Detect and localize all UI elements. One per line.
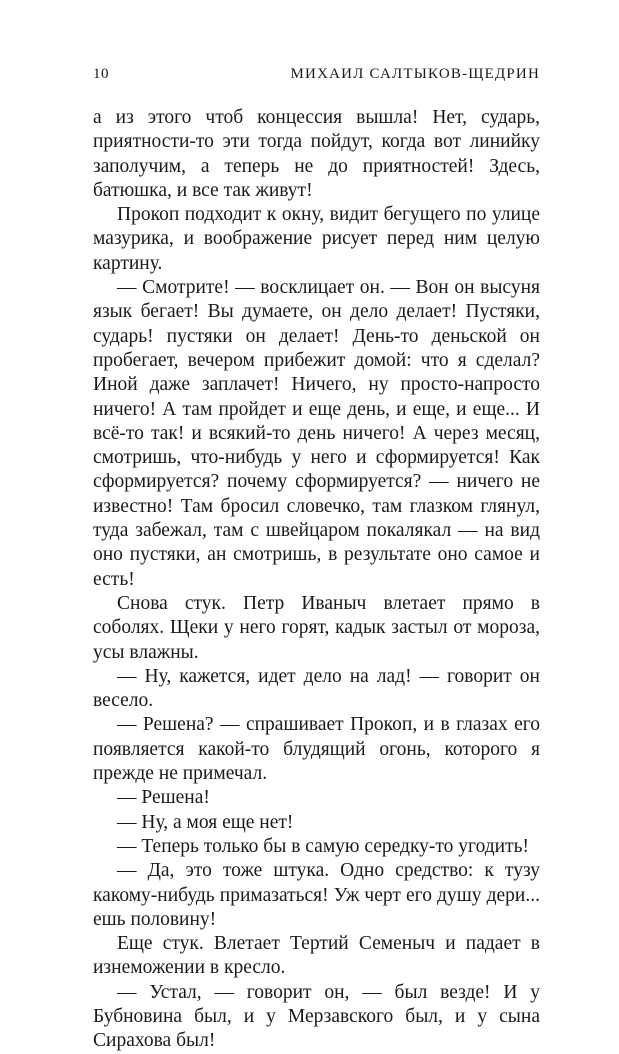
- running-head: [93, 66, 540, 88]
- paragraph: — Ну, а моя еще нет!: [117, 811, 294, 833]
- paragraph: — Теперь только бы в самую середку-то угодить!: [117, 835, 530, 857]
- book-page: [93, 66, 540, 1054]
- paragraph: — Ну, кажется, идет дело на лад! — говорит он весело.: [93, 665, 540, 712]
- paragraph: — Решена? — спрашивает Прокоп, и в глазах его появляется какой-то блудящий огонь, которого я прежде не примечал.: [93, 714, 540, 785]
- page-number: 10: [93, 66, 109, 82]
- paragraph: Снова стук. Петр Иваныч влетает прямо в соболях. Щеки у него горят, кадык застыл от мороза, усы влажны.: [93, 592, 540, 663]
- paragraph: а из этого чтоб концессия вышла! Нет, сударь, приятности-то эти тогда пойдут, когда вот линийку заполучим, а теперь не до приятностей! Здесь, батюшка, и все так живут!: [93, 107, 540, 201]
- paragraph: Прокоп подходит к окну, видит бегущего по улице мазурика, и воображение рисует перед ним целую картину.: [93, 204, 540, 274]
- body-text: [93, 106, 540, 1054]
- paragraph: — Устал, — говорит он, — был везде! И у Бубновина был, и у Мерзавского был, и у сына Сирахова был!: [93, 981, 540, 1052]
- running-title: МИХАИЛ САЛТЫКОВ-ЩЕДРИН: [290, 66, 540, 82]
- paragraph: — Смотрите! — восклицает он. — Вон он высуня язык бегает! Вы думаете, он дело делает! Пустяки, сударь! пустяки он делает! День-то деньской он пробегает, вечером прибежит домой: что я сделал? Иной даже заплачет! Ничего, ну просто-напросто ничего! А там пройдет и еще день, и еще, и еще... И всё-то так! и всякий-то день ничего! А через месяц, смотришь, что-нибудь у него и сформируется! Как сформируется? почему сформируется? — ничего не известно! Там бросил словечко, там глазком глянул, туда забежал, там с швейцаром покалякал — на вид оно пустяки, ан смотришь, в результате оно самое и есть!: [93, 277, 540, 590]
- paragraph: — Да, это тоже штука. Одно средство: к тузу какому-нибудь примазаться! Уж черт его душу дери... ешь половину!: [93, 860, 540, 930]
- paragraph: Еще стук. Влетает Тертий Семеныч и падает в изнеможении в кресло.: [93, 933, 540, 979]
- paragraph: — Решена!: [117, 787, 210, 809]
